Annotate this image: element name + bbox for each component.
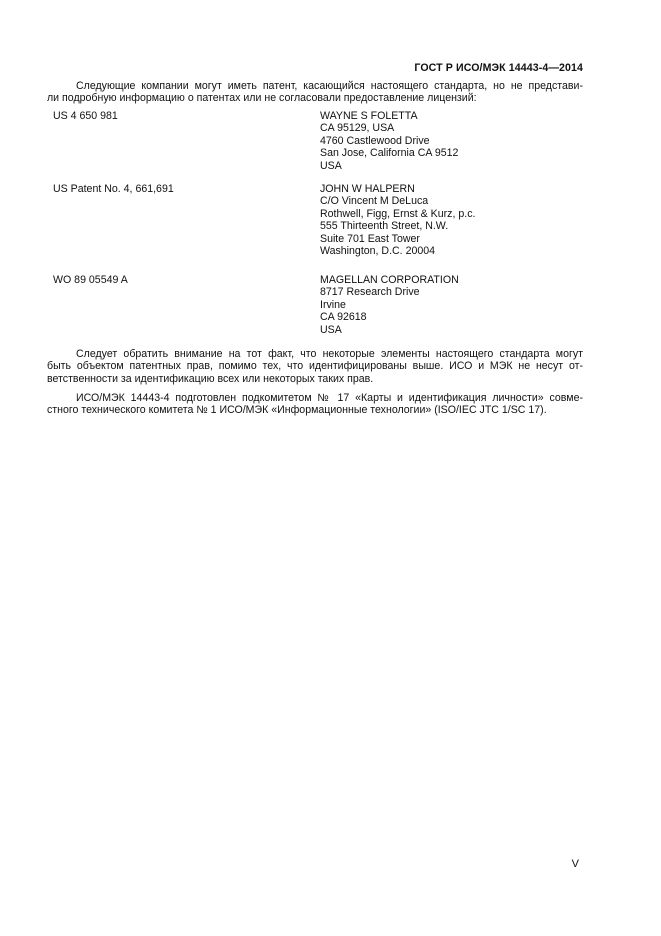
patent-number: WO 89 05549 A bbox=[53, 274, 128, 286]
patent-number: US 4 650 981 bbox=[53, 110, 118, 122]
notice-line: ветственности за идентификацию всех или некоторых таких прав. bbox=[47, 372, 374, 385]
notice-line: Следует обратить внимание на тот факт, что некоторые элементы настоящего стандарта могут bbox=[76, 348, 583, 360]
holder-line: 8717 Research Drive bbox=[320, 286, 420, 299]
holder-line: 555 Thirteenth Street, N.W. bbox=[320, 220, 449, 233]
holder-line: 4760 Castlewood Drive bbox=[320, 134, 430, 147]
holder-line: C/O Vincent M DeLuca bbox=[320, 195, 429, 208]
holder-line: JOHN W HALPERN bbox=[320, 183, 415, 195]
prepared-by-paragraph bbox=[47, 392, 583, 417]
holder-line: CA 95129, USA bbox=[320, 122, 395, 135]
standard-header: ГОСТ Р ИСО/МЭК 14443-4—2014 bbox=[414, 62, 583, 74]
page-number: V bbox=[571, 858, 579, 870]
holder-line: Washington, D.C. 20004 bbox=[320, 245, 436, 258]
notice-paragraph bbox=[47, 348, 583, 385]
holder-line: Rothwell, Figg, Ernst & Kurz, p.c. bbox=[320, 207, 476, 220]
holder-line: MAGELLAN CORPORATION bbox=[320, 274, 459, 286]
holder-line: USA bbox=[320, 159, 342, 172]
notice-line: быть объектом патентных прав, помимо тех, что идентифицированы выше. ИСО и МЭК не несут от- bbox=[47, 360, 583, 373]
patent-holder-address bbox=[320, 183, 475, 257]
holder-line: Irvine bbox=[320, 298, 346, 311]
holder-line: Suite 701 East Tower bbox=[320, 232, 420, 245]
intro-paragraph bbox=[47, 80, 583, 105]
prepared-by-line: стного технического комитета № 1 ИСО/МЭК «Информационные технологии» (ISO/IEC JTC 1/SC 17). bbox=[47, 404, 547, 417]
holder-line: USA bbox=[320, 323, 342, 336]
patent-number: US Patent No. 4, 661,691 bbox=[53, 183, 174, 195]
intro-line: ли подробную информацию о патентах или не согласовали предоставление лицензий: bbox=[47, 92, 477, 105]
intro-line: Следующие компании могут иметь патент, касающийся настоящего стандарта, но не представи- bbox=[76, 80, 583, 92]
holder-line: San Jose, California CA 9512 bbox=[320, 147, 459, 160]
holder-line: CA 92618 bbox=[320, 311, 367, 324]
holder-line: WAYNE S FOLETTA bbox=[320, 110, 418, 122]
prepared-by-line: ИСО/МЭК 14443-4 подготовлен подкомитетом № 17 «Карты и идентификация личности» совме- bbox=[76, 392, 583, 404]
patent-holder-address bbox=[320, 274, 459, 336]
patent-holder-address bbox=[320, 110, 458, 172]
